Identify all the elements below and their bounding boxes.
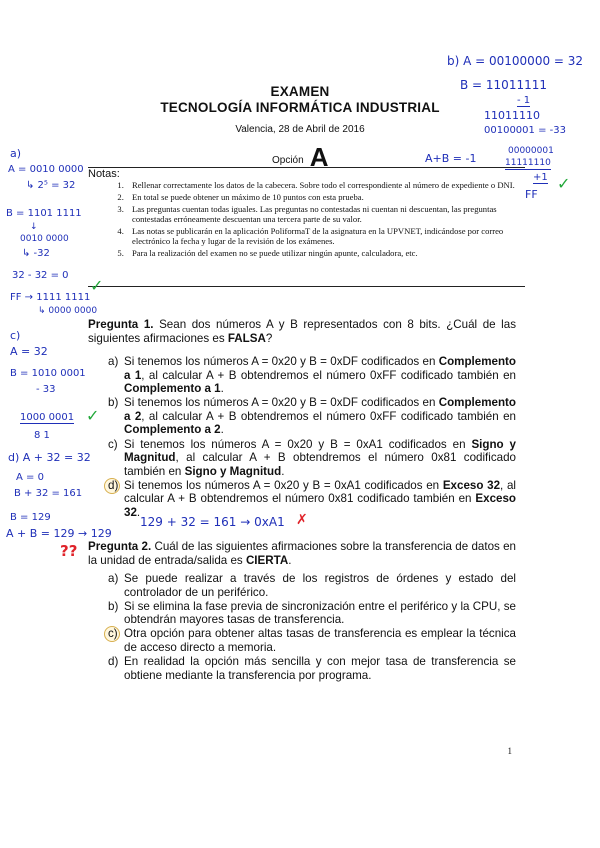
handwritten-note: 00100001 = -33: [484, 125, 566, 136]
handwritten-note: 11011110: [484, 109, 540, 122]
note-item: 4. Las notas se publicarán en la aplicación PoliformaT de la asignatura en la UPVNET, indicándose por correo electrónico la fecha y lugar de la revisión de los exámenes.: [126, 226, 534, 246]
question-1-stem: Pregunta 1. Sean dos números A y B representados con 8 bits. ¿Cuál de las siguientes afirmaciones es FALSA?: [88, 318, 516, 345]
question-1-label: Pregunta 1.: [88, 318, 154, 331]
question-1-options: [108, 355, 516, 520]
handwritten-note: B = 1101 1111: [6, 208, 82, 219]
note-item: 1. Rellenar correctamente los datos de la cabecera. Sobre todo el correspondiente al número de expediente o DNI.: [126, 180, 534, 190]
exam-date: Valencia, 28 de Abril de 2016: [235, 124, 365, 135]
option-letter: A: [309, 142, 329, 172]
handwritten-note: 129 + 32 = 161 → 0xA1: [140, 515, 285, 529]
handwritten-note: c): [10, 329, 21, 342]
answer-option-2a[interactable]: a) Se puede realizar a través de los registros de órdenes y estado del controlador de un periférico.: [108, 572, 516, 599]
check-icon: ✓: [90, 276, 104, 295]
handwritten-note: a): [10, 147, 22, 160]
option-indicator: [272, 142, 328, 173]
answer-option-2d[interactable]: d) En realidad la opción más sencilla y con mejor tasa de transferencia se obtiene mediante la transferencia por programa.: [108, 655, 516, 682]
question-2-keyword: CIERTA: [245, 553, 289, 567]
handwritten-note: A+B = -1: [425, 152, 477, 165]
handwritten-note: B + 32 = 161: [14, 488, 83, 499]
page-number: 1: [507, 746, 512, 756]
question-marks: ??: [60, 542, 78, 560]
note-item: 3. Las preguntas cuentan todas iguales. Las preguntas no contestadas ni cuentan ni descuentan, las preguntas contestadas erróneamente descuentan una tercera parte de su valor.: [126, 204, 534, 224]
handwritten-note: 8 1: [34, 430, 50, 441]
handwritten-note: ↓: [30, 222, 38, 232]
question-1-keyword: FALSA: [227, 331, 266, 345]
exam-title: EXAMEN: [270, 84, 330, 99]
handwritten-note: b) A = 00100000 = 32: [447, 54, 584, 68]
handwritten-note: 11111110: [505, 158, 551, 168]
handwritten-note: A = 32: [10, 345, 48, 358]
handwritten-note: 32 - 32 = 0: [12, 270, 69, 281]
question-2-options: [108, 572, 516, 683]
option-label: Opción: [272, 155, 304, 166]
answer-option-1c[interactable]: c) Si tenemos los números A = 0x20 y B = 0xA1 codificados en Signo y Magnitud, al calcular A + B obtendremos el número 0x81 codificado también en Signo y Magnitud.: [108, 437, 516, 478]
handwritten-note: B = 1010 0001: [10, 368, 86, 379]
question-2-stem: Pregunta 2. Cuál de las siguientes afirmaciones sobre la transferencia de datos en la unidad de entrada/salida es CIERTA.: [88, 540, 516, 567]
handwritten-note: A = 0010 0000: [8, 164, 84, 175]
answer-option-2b[interactable]: b) Si se elimina la fase previa de sincronización entre el periférico y la CPU, se obtendrán mayores tasas de transferencia.: [108, 599, 516, 627]
handwritten-note: +1: [533, 172, 548, 183]
handwritten-note: - 33: [36, 384, 56, 395]
notes-list: [112, 180, 534, 259]
handwritten-note: 00000001: [508, 146, 554, 156]
check-icon: ✓: [86, 406, 100, 425]
handwritten-note: 1000 0001: [20, 412, 75, 423]
cross-icon: ✗: [296, 512, 308, 528]
handwritten-note: - 1: [517, 95, 531, 106]
handwritten-note: d) A + 32 = 32: [8, 451, 91, 464]
handwritten-note: ↳ 0000 0000: [38, 306, 98, 316]
handwritten-note: A = 0: [16, 472, 44, 483]
notes-divider: [88, 286, 525, 287]
note-item: 5. Para la realización del examen no se puede utilizar ningún apunte, calculadora, etc.: [126, 248, 534, 258]
handwritten-note: FF: [525, 188, 538, 201]
answer-option-2c[interactable]: c) Otra opción para obtener altas tasas de transferencia es emplear la técnica de acceso directo a memoria.: [124, 627, 516, 654]
handwritten-note: A + B = 129 → 129: [6, 527, 112, 540]
handwritten-note: ↳ 2⁵ = 32: [26, 180, 76, 191]
question-2-label: Pregunta 2.: [88, 540, 152, 553]
answer-option-1d[interactable]: d) Si tenemos los números A = 0x20 y B = 0xA1 codificados en Exceso 32, al calcular A + B obtendremos el número 0x81 codificado también en Exceso 32.: [124, 479, 516, 520]
course-title: TECNOLOGÍA INFORMÁTICA INDUSTRIAL: [160, 100, 440, 115]
handwritten-note: B = 129: [10, 512, 51, 523]
handwritten-note: FF → 1111 1111: [10, 292, 91, 303]
handwritten-note: ↳ -32: [22, 248, 50, 259]
header-divider: [88, 167, 525, 168]
answer-option-1a[interactable]: a) Si tenemos los números A = 0x20 y B = 0xDF codificados en Complemento a 1, al calcular A + B obtendremos el número 0xFF codificado también en Complemento a 1.: [108, 355, 516, 396]
note-item: 2. En total se puede obtener un máximo de 10 puntos con esta prueba.: [126, 192, 534, 202]
answer-option-1b[interactable]: b) Si tenemos los números A = 0x20 y B = 0xDF codificados en Complemento a 2, al calcular A + B obtendremos el número 0xFF codificado también en Complemento a 2.: [108, 396, 516, 437]
handwritten-note: B = 11011111: [460, 78, 547, 92]
notes-label: Notas:: [88, 168, 120, 180]
check-icon: ✓: [557, 174, 571, 193]
handwritten-note: 0010 0000: [20, 234, 69, 244]
